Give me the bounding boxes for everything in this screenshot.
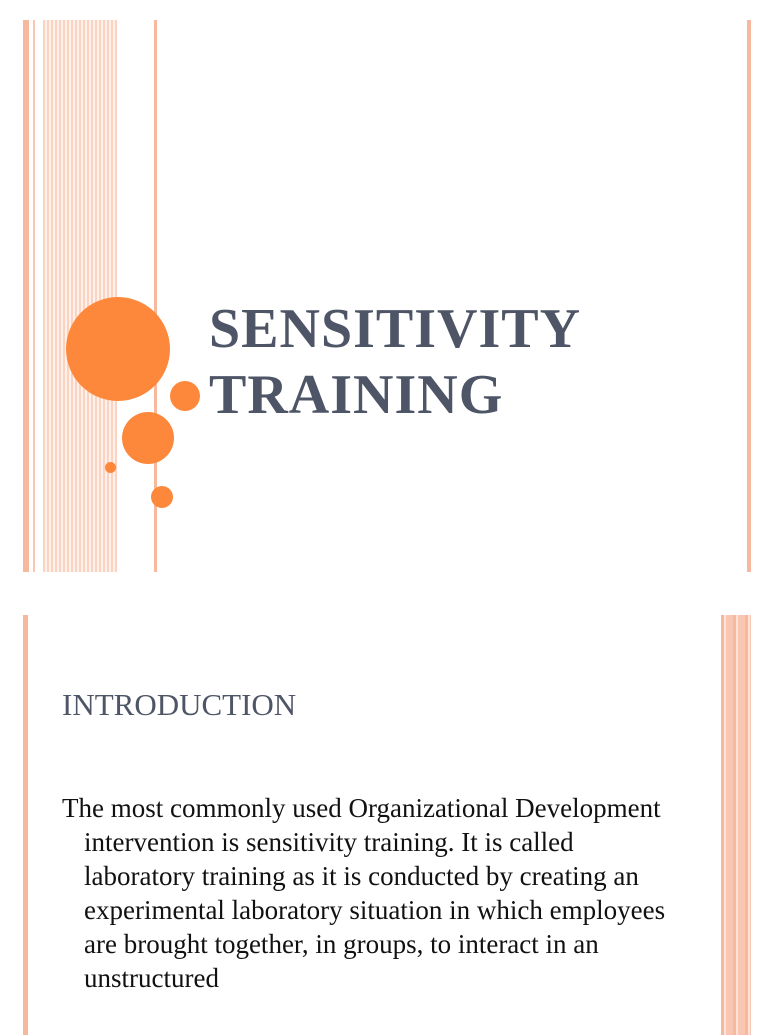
decorative-circle-small (151, 486, 173, 508)
decorative-circle-tiny (105, 462, 116, 473)
decorative-stripe (23, 615, 28, 1035)
decorative-stripe (23, 20, 29, 572)
decorative-circle-large (66, 297, 170, 401)
title-line: TRAINING (209, 364, 504, 426)
content-slide (23, 615, 751, 1035)
decorative-stripe (747, 20, 751, 572)
decorative-stripe-band (43, 20, 117, 572)
title-line: SENSITIVITY (209, 298, 582, 360)
decorative-circle-medium (122, 412, 174, 464)
slide-heading: INTRODUCTION (62, 687, 297, 722)
decorative-stripe (33, 20, 35, 572)
slide-title (209, 296, 581, 428)
title-slide (23, 20, 751, 572)
decorative-stripe-band (721, 615, 751, 1035)
decorative-circle-small (170, 381, 200, 411)
body-paragraph: The most commonly used Organizational Development intervention is sensitivity training. It is called laboratory training as it is conducted by creating an experimental laboratory situation in which employees are brought together, in groups, to interact in an unstructured (62, 793, 666, 993)
